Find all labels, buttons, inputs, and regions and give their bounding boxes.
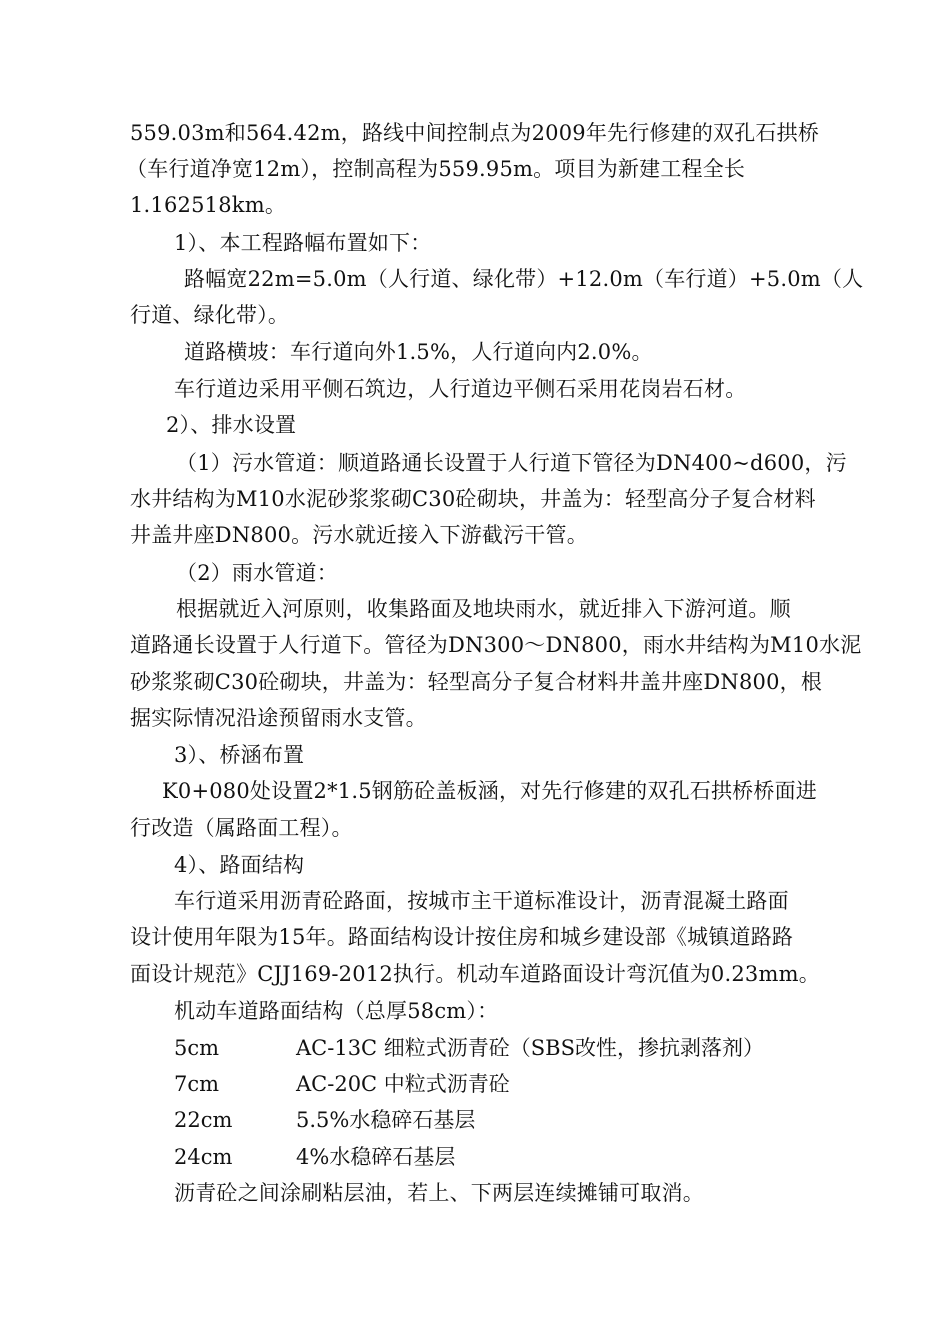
paragraph-line: 设计使用年限为15年。路面结构设计按住房和城乡建设部《城镇道路路 xyxy=(130,925,794,949)
section-heading-1: 1）、本工程路幅布置如下： xyxy=(174,231,432,255)
paragraph-line: 机动车道路面结构（总厚58cm）： xyxy=(174,999,499,1023)
paragraph-line: 行道、绿化带）。 xyxy=(130,303,290,327)
paragraph-line: 车行道边采用平侧石筑边，人行道边平侧石采用花岗岩石材。 xyxy=(174,377,747,401)
layer-material: AC-20C 中粒式沥青砼 xyxy=(296,1072,510,1096)
layer-thickness: 7cm xyxy=(174,1072,220,1096)
paragraph-line: 根据就近入河原则，收集路面及地块雨水，就近排入下游河道。顺 xyxy=(176,597,791,621)
paragraph-line: 道路通长设置于人行道下。管径为DN300～DN800，雨水井结构为M10水泥 xyxy=(130,633,862,657)
layer-thickness: 24cm xyxy=(174,1145,233,1169)
paragraph-line: 1.162518km。 xyxy=(130,193,287,217)
paragraph-line: 路幅宽22m=5.0m（人行道、绿化带）+12.0m（车行道）+5.0m（人 xyxy=(184,267,864,291)
layer-row xyxy=(0,1033,950,1063)
layer-row xyxy=(0,1105,950,1135)
section-heading-4: 4）、路面结构 xyxy=(174,853,305,877)
layer-material: 5.5%水稳碎石基层 xyxy=(296,1108,476,1132)
paragraph-line: 559.03m和564.42m，路线中间控制点为2009年先行修建的双孔石拱桥 xyxy=(130,121,820,145)
paragraph-line: 道路横坡：车行道向外1.5%，人行道向内2.0%。 xyxy=(184,340,653,364)
paragraph-line: 据实际情况沿途预留雨水支管。 xyxy=(130,706,427,730)
paragraph-line: K0+080处设置2*1.5钢筋砼盖板涵，对先行修建的双孔石拱桥桥面进 xyxy=(162,779,817,803)
paragraph-line: 车行道采用沥青砼路面，按城市主干道标准设计，沥青混凝土路面 xyxy=(174,889,789,913)
layer-row xyxy=(0,1069,950,1099)
paragraph-line: 砂浆浆砌C30砼砌块，井盖为：轻型高分子复合材料井盖井座DN800，根 xyxy=(130,670,823,694)
sub-heading: （2）雨水管道： xyxy=(176,561,338,585)
layer-thickness: 5cm xyxy=(174,1036,220,1060)
paragraph-line: 行改造（属路面工程）。 xyxy=(130,816,353,840)
layer-material: 4%水稳碎石基层 xyxy=(296,1145,456,1169)
layer-row xyxy=(0,1142,950,1172)
paragraph-line: 水井结构为M10水泥砂浆浆砌C30砼砌块，井盖为：轻型高分子复合材料 xyxy=(130,487,816,511)
paragraph-line: 井盖井座DN800。污水就近接入下游截污干管。 xyxy=(130,523,588,547)
paragraph-line: 面设计规范》CJJ169-2012执行。机动车道路面设计弯沉值为0.23mm。 xyxy=(130,962,820,986)
layer-thickness: 22cm xyxy=(174,1108,233,1132)
layer-material: AC-13C 细粒式沥青砼（SBS改性，掺抗剥落剂） xyxy=(296,1036,764,1060)
paragraph-line: （1）污水管道：顺道路通长设置于人行道下管径为DN400~d600，污 xyxy=(176,451,847,475)
closing-paragraph: 沥青砼之间涂刷粘层油，若上、下两层连续摊铺可取消。 xyxy=(174,1181,704,1205)
paragraph-line: （车行道净宽12m），控制高程为559.95m。项目为新建工程全长 xyxy=(126,157,746,181)
section-heading-3: 3）、桥涵布置 xyxy=(174,743,305,767)
section-heading-2: 2）、排水设置 xyxy=(166,413,297,437)
